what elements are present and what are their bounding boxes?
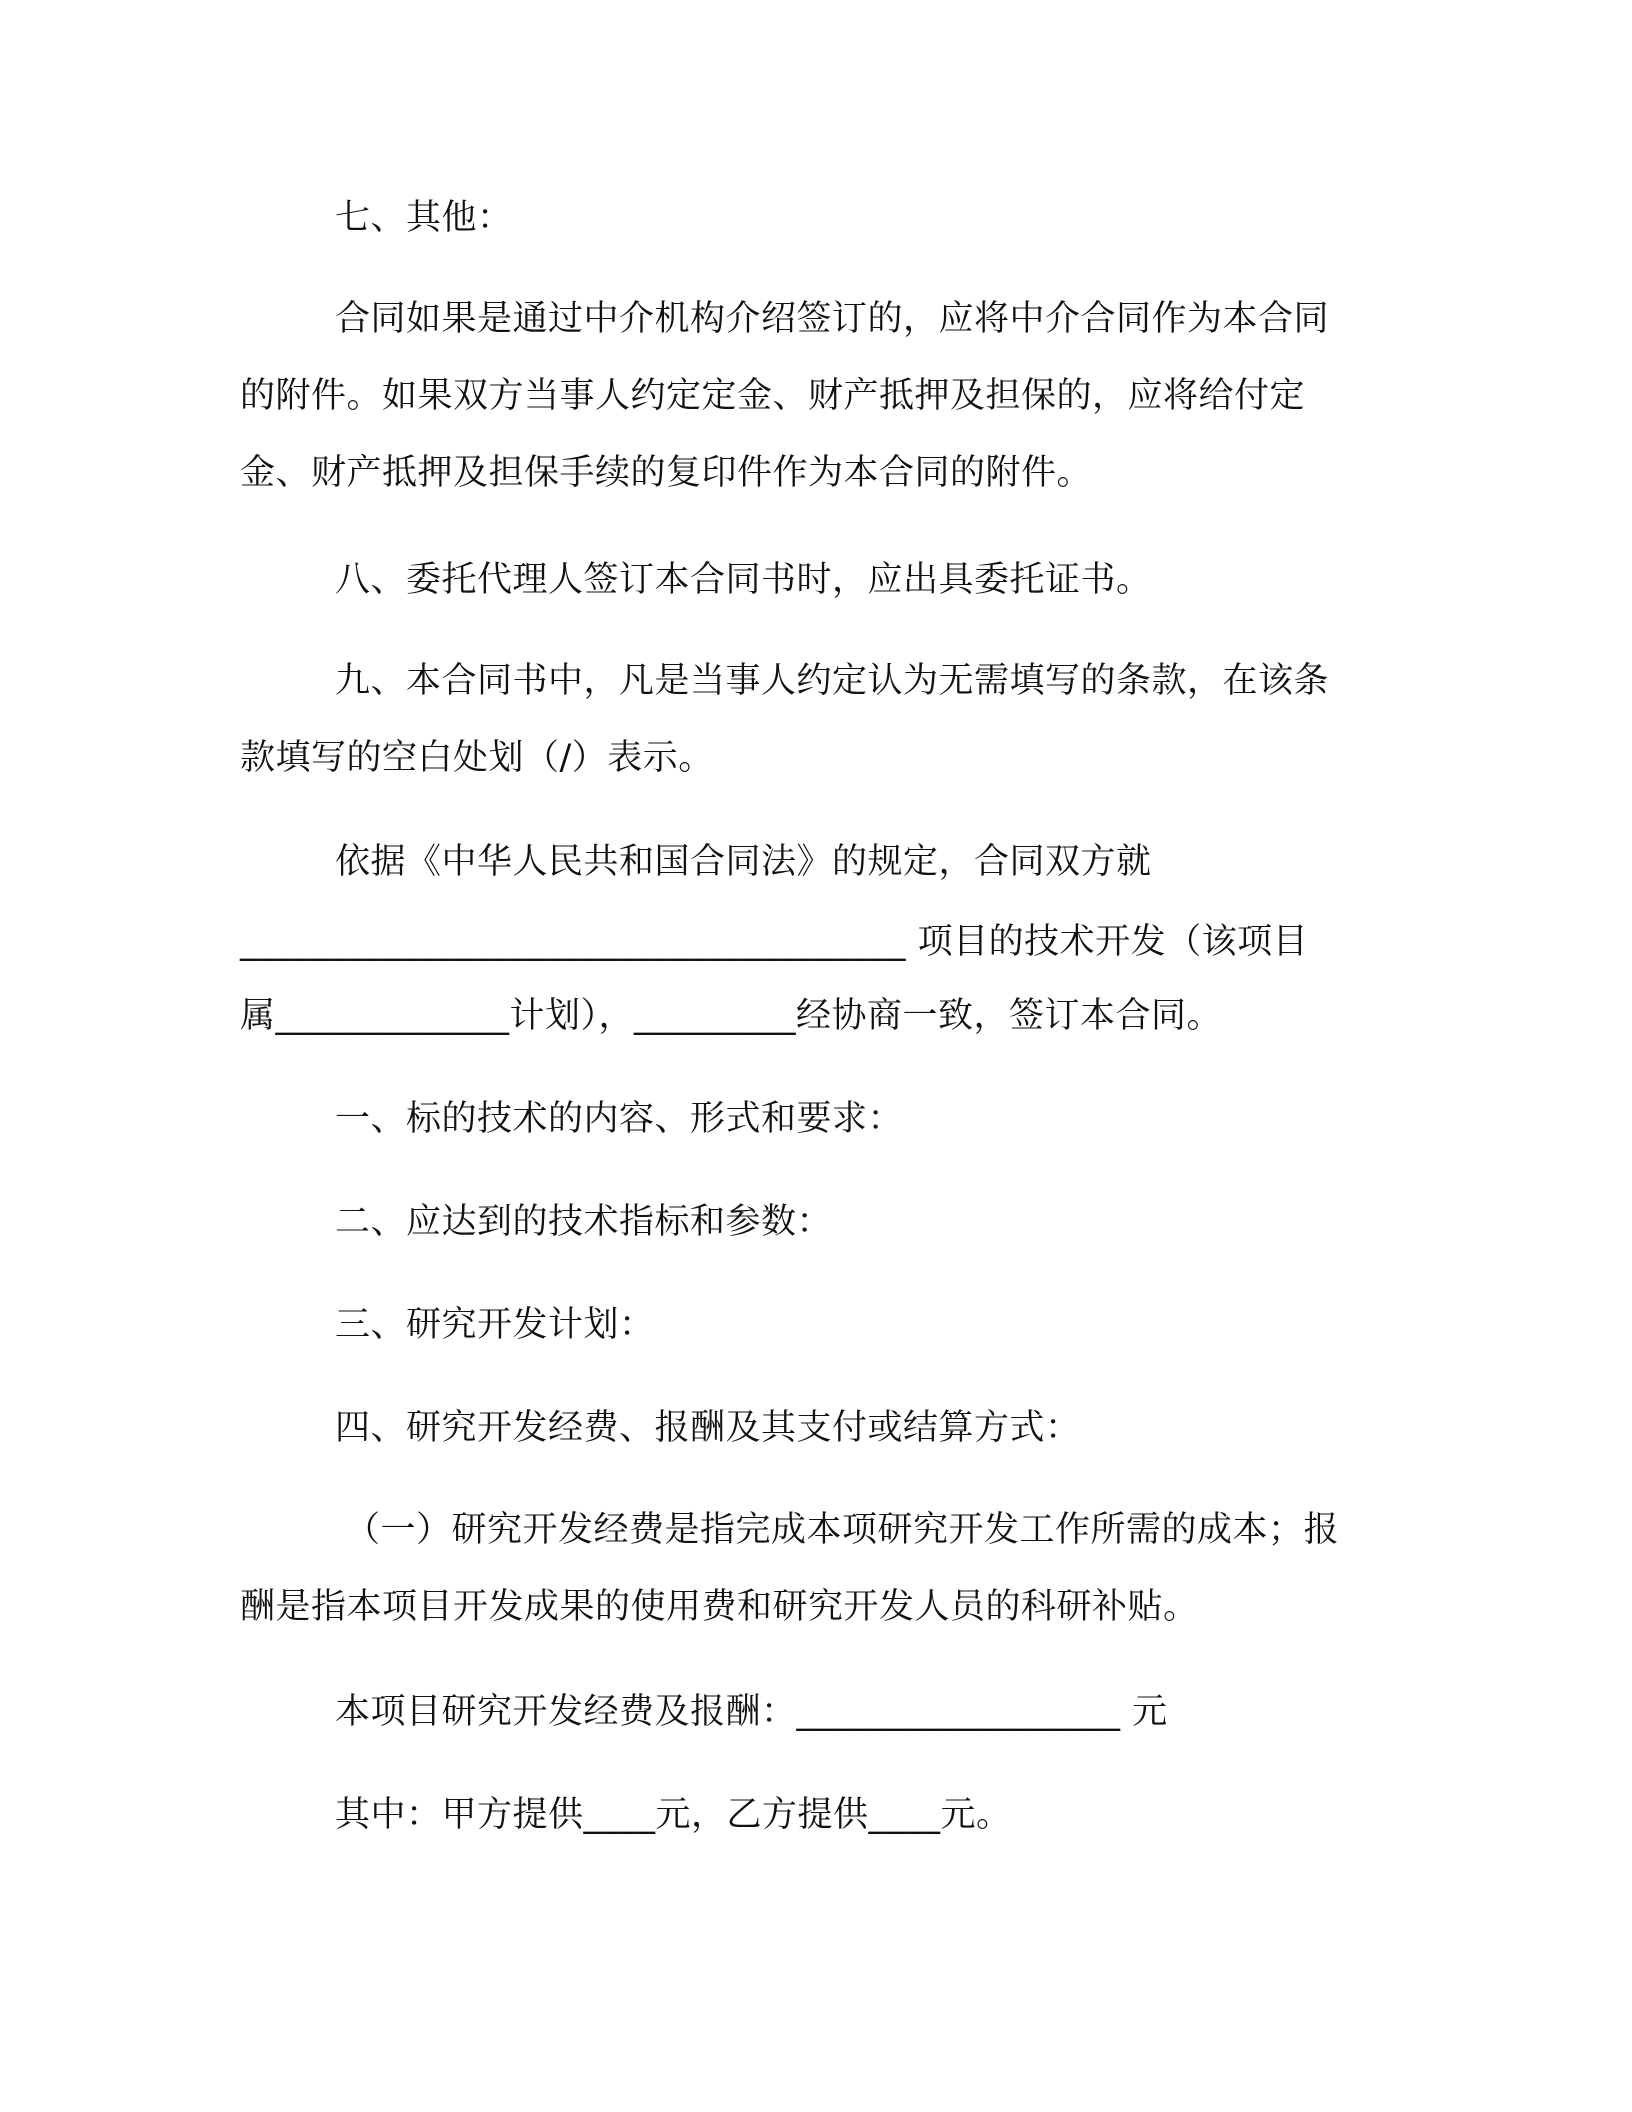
clause-1-heading: 一、标的技术的内容、形式和要求：: [335, 1099, 904, 1139]
clause-4-heading: 四、研究开发经费、报酬及其支付或结算方式：: [335, 1408, 1081, 1448]
section-9-line-1: 九、本合同书中，凡是当事人约定认为无需填写的条款，在该条: [335, 661, 1330, 701]
clause-4-1-line-1: （一）研究开发经费是指完成本项研究开发工作所需的成本；报: [345, 1510, 1340, 1550]
section-9-line-2: 款填写的空白处划（/）表示。: [240, 738, 714, 778]
section-7-paragraph-line-3: 金、财产抵押及担保手续的复印件作为本合同的附件。: [240, 453, 1093, 493]
clause-2-heading: 二、应达到的技术指标和参数：: [335, 1202, 833, 1242]
funding-total-line: 本项目研究开发经费及报酬：__________________ 元: [335, 1692, 1168, 1732]
preamble-line-2: _____________________________________ 项目的技术开发（该项目: [240, 922, 1309, 962]
clause-3-heading: 三、研究开发计划：: [335, 1305, 655, 1345]
section-7-paragraph-line-1: 合同如果是通过中介机构介绍签订的，应将中介合同作为本合同: [335, 299, 1330, 339]
clause-4-1-line-2: 酬是指本项目开发成果的使用费和研究开发人员的科研补贴。: [240, 1587, 1199, 1627]
section-7-heading: 七、其他：: [335, 198, 513, 238]
section-7-paragraph-line-2: 的附件。如果双方当事人约定定金、财产抵押及担保的，应将给付定: [240, 376, 1306, 416]
funding-split-line: 其中：甲方提供____元，乙方提供____元。: [335, 1795, 1012, 1835]
section-8-text: 八、委托代理人签订本合同书时，应出具委托证书。: [335, 560, 1152, 600]
preamble-line-3: 属_____________计划），_________经协商一致，签订本合同。: [240, 996, 1223, 1036]
preamble-line-1: 依据《中华人民共和国合同法》的规定，合同双方就: [335, 842, 1152, 882]
